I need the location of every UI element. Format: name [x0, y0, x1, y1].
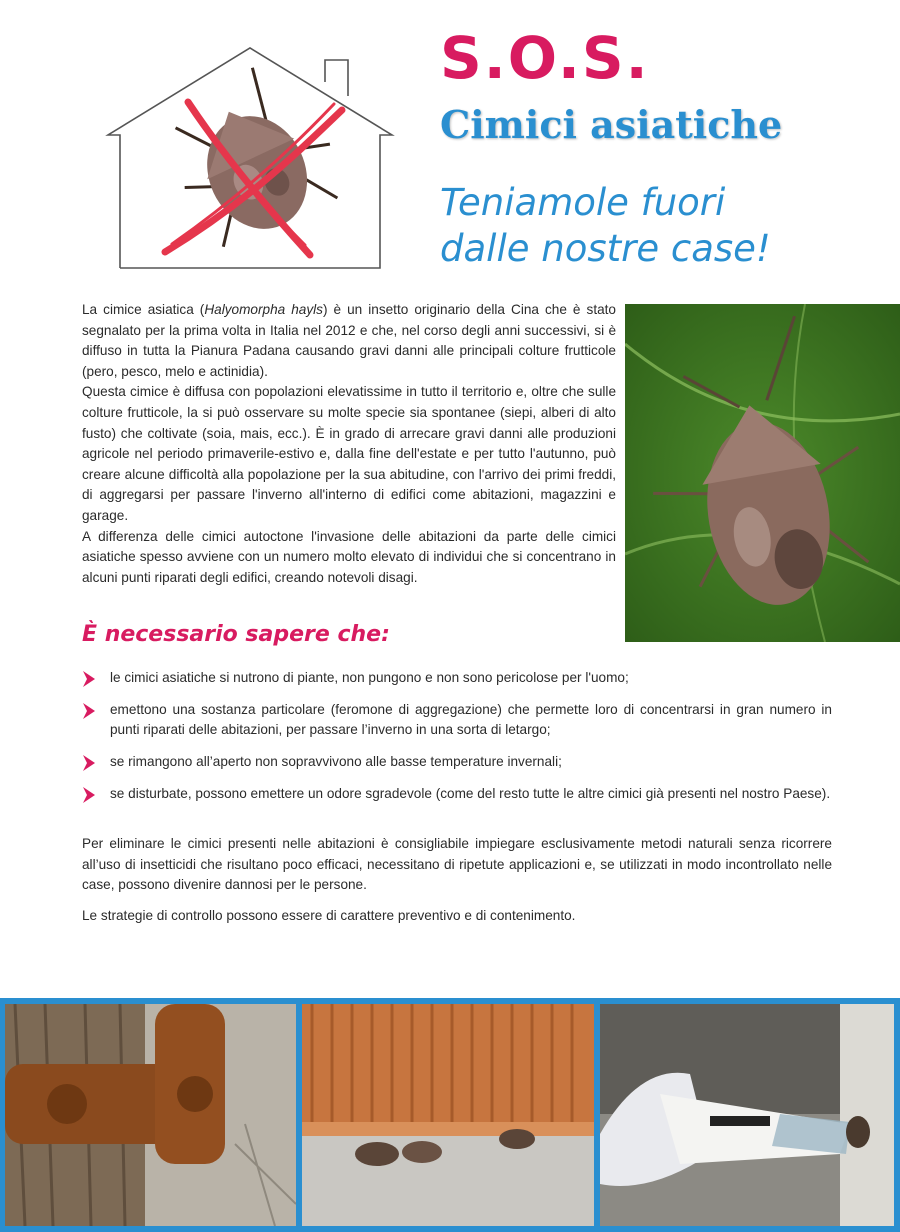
tagline-line-1: Teniamole fuori	[440, 181, 726, 224]
species-name: Halyomorpha hayls	[204, 302, 323, 317]
chevron-right-icon	[82, 703, 96, 719]
paragraph-strategies: Le strategie di controllo possono essere di carattere preventivo e di contenimento.	[82, 908, 576, 923]
list-item-text: se rimangono all’aperto non sopravvivono alle basse temperature invernali;	[110, 754, 562, 769]
chevron-right-icon	[82, 671, 96, 687]
bugs-under-tile-photo	[302, 1004, 594, 1226]
paragraph-natural-methods: Per eliminare le cimici presenti nelle abitazioni è consigliabile impiegare esclusivamente metodi naturali senza ricorrere all’uso di insetticidi che risultano poco efficaci, necessitano di ripetute applicazioni e, se utilizzati in modo incontrollato nelle case, possono divenire dannosi per le persone.	[82, 836, 832, 893]
rusty-hinge-photo	[5, 1004, 296, 1226]
intro-text-part: La cimice asiatica (	[82, 302, 205, 317]
facts-list	[82, 668, 832, 816]
intro-paragraph-3: A differenza delle cimici autoctone l'invasione delle abitazioni da parte delle cimici asiatiche spesso avviene con un numero molto elevato di individui che si concentrano in alcuni punti riparati degli edifici, creando notevoli disagi.	[82, 528, 616, 585]
list-item	[82, 700, 832, 740]
tagline	[440, 180, 860, 272]
handheld-vacuum-photo	[600, 1004, 894, 1226]
intro-text-part: ) è un insetto originario della Cina che è stato segnalato per la prima volta in Italia nel 2012 e che, nel corso degli anni successivi, si è diffuso in tutta la Pianura Padana causando gravi danni alle principali colture frutticole (pero, pesco, melo e actinidia).	[82, 302, 616, 379]
intro-paragraph-2: Questa cimice è diffusa con popolazioni elevatissime in tutto il territorio e, oltre che sulle colture frutticole, la si può osservare su molte specie sia spontanee (siepi, alberi di alto fusto) che coltivate (soia, mais, ecc.). È in grado di arrecare gravi danni alle produzioni agricole nel periodo primaverile-estivo e, dalla fine dell'estate e per tutto l'autunno, può creare alcune difficoltà alla popolazione per la sua abitudine, con l'arrivo dei primi freddi, di aggregarsi per passare l'inverno all'interno di edifici come abitazioni, magazzini e garage.	[82, 384, 616, 523]
chevron-right-icon	[82, 787, 96, 803]
intro-text	[82, 300, 616, 588]
bottom-photo-strip	[0, 998, 900, 1232]
list-item	[82, 668, 832, 688]
list-item-text: se disturbate, possono emettere un odore sgradevole (come del resto tutte le altre cimici già presenti nel nostro Paese).	[110, 786, 831, 801]
intro-paragraph-1	[82, 300, 616, 382]
title-cimici-asiatiche: Cimici asiatiche	[440, 102, 783, 147]
tagline-line-2: dalle nostre case!	[440, 227, 771, 270]
chevron-right-icon	[82, 755, 96, 771]
list-item-text: emettono una sostanza particolare (feromone di aggregazione) che permette loro di concentrarsi in gran numero in punti riparati delle abitazioni, per passare l’inverno in una sorta di letargo;	[110, 702, 832, 737]
list-item	[82, 784, 832, 804]
section-heading: È necessario sapere che:	[82, 622, 390, 647]
list-item-text: le cimici asiatiche si nutrono di piante, non pungono e non sono pericolose per l'uomo;	[110, 670, 629, 685]
house-no-bug-logo	[100, 40, 400, 280]
stink-bug-photo	[625, 304, 900, 642]
list-item	[82, 752, 832, 772]
title-sos: S.O.S.	[440, 24, 650, 92]
